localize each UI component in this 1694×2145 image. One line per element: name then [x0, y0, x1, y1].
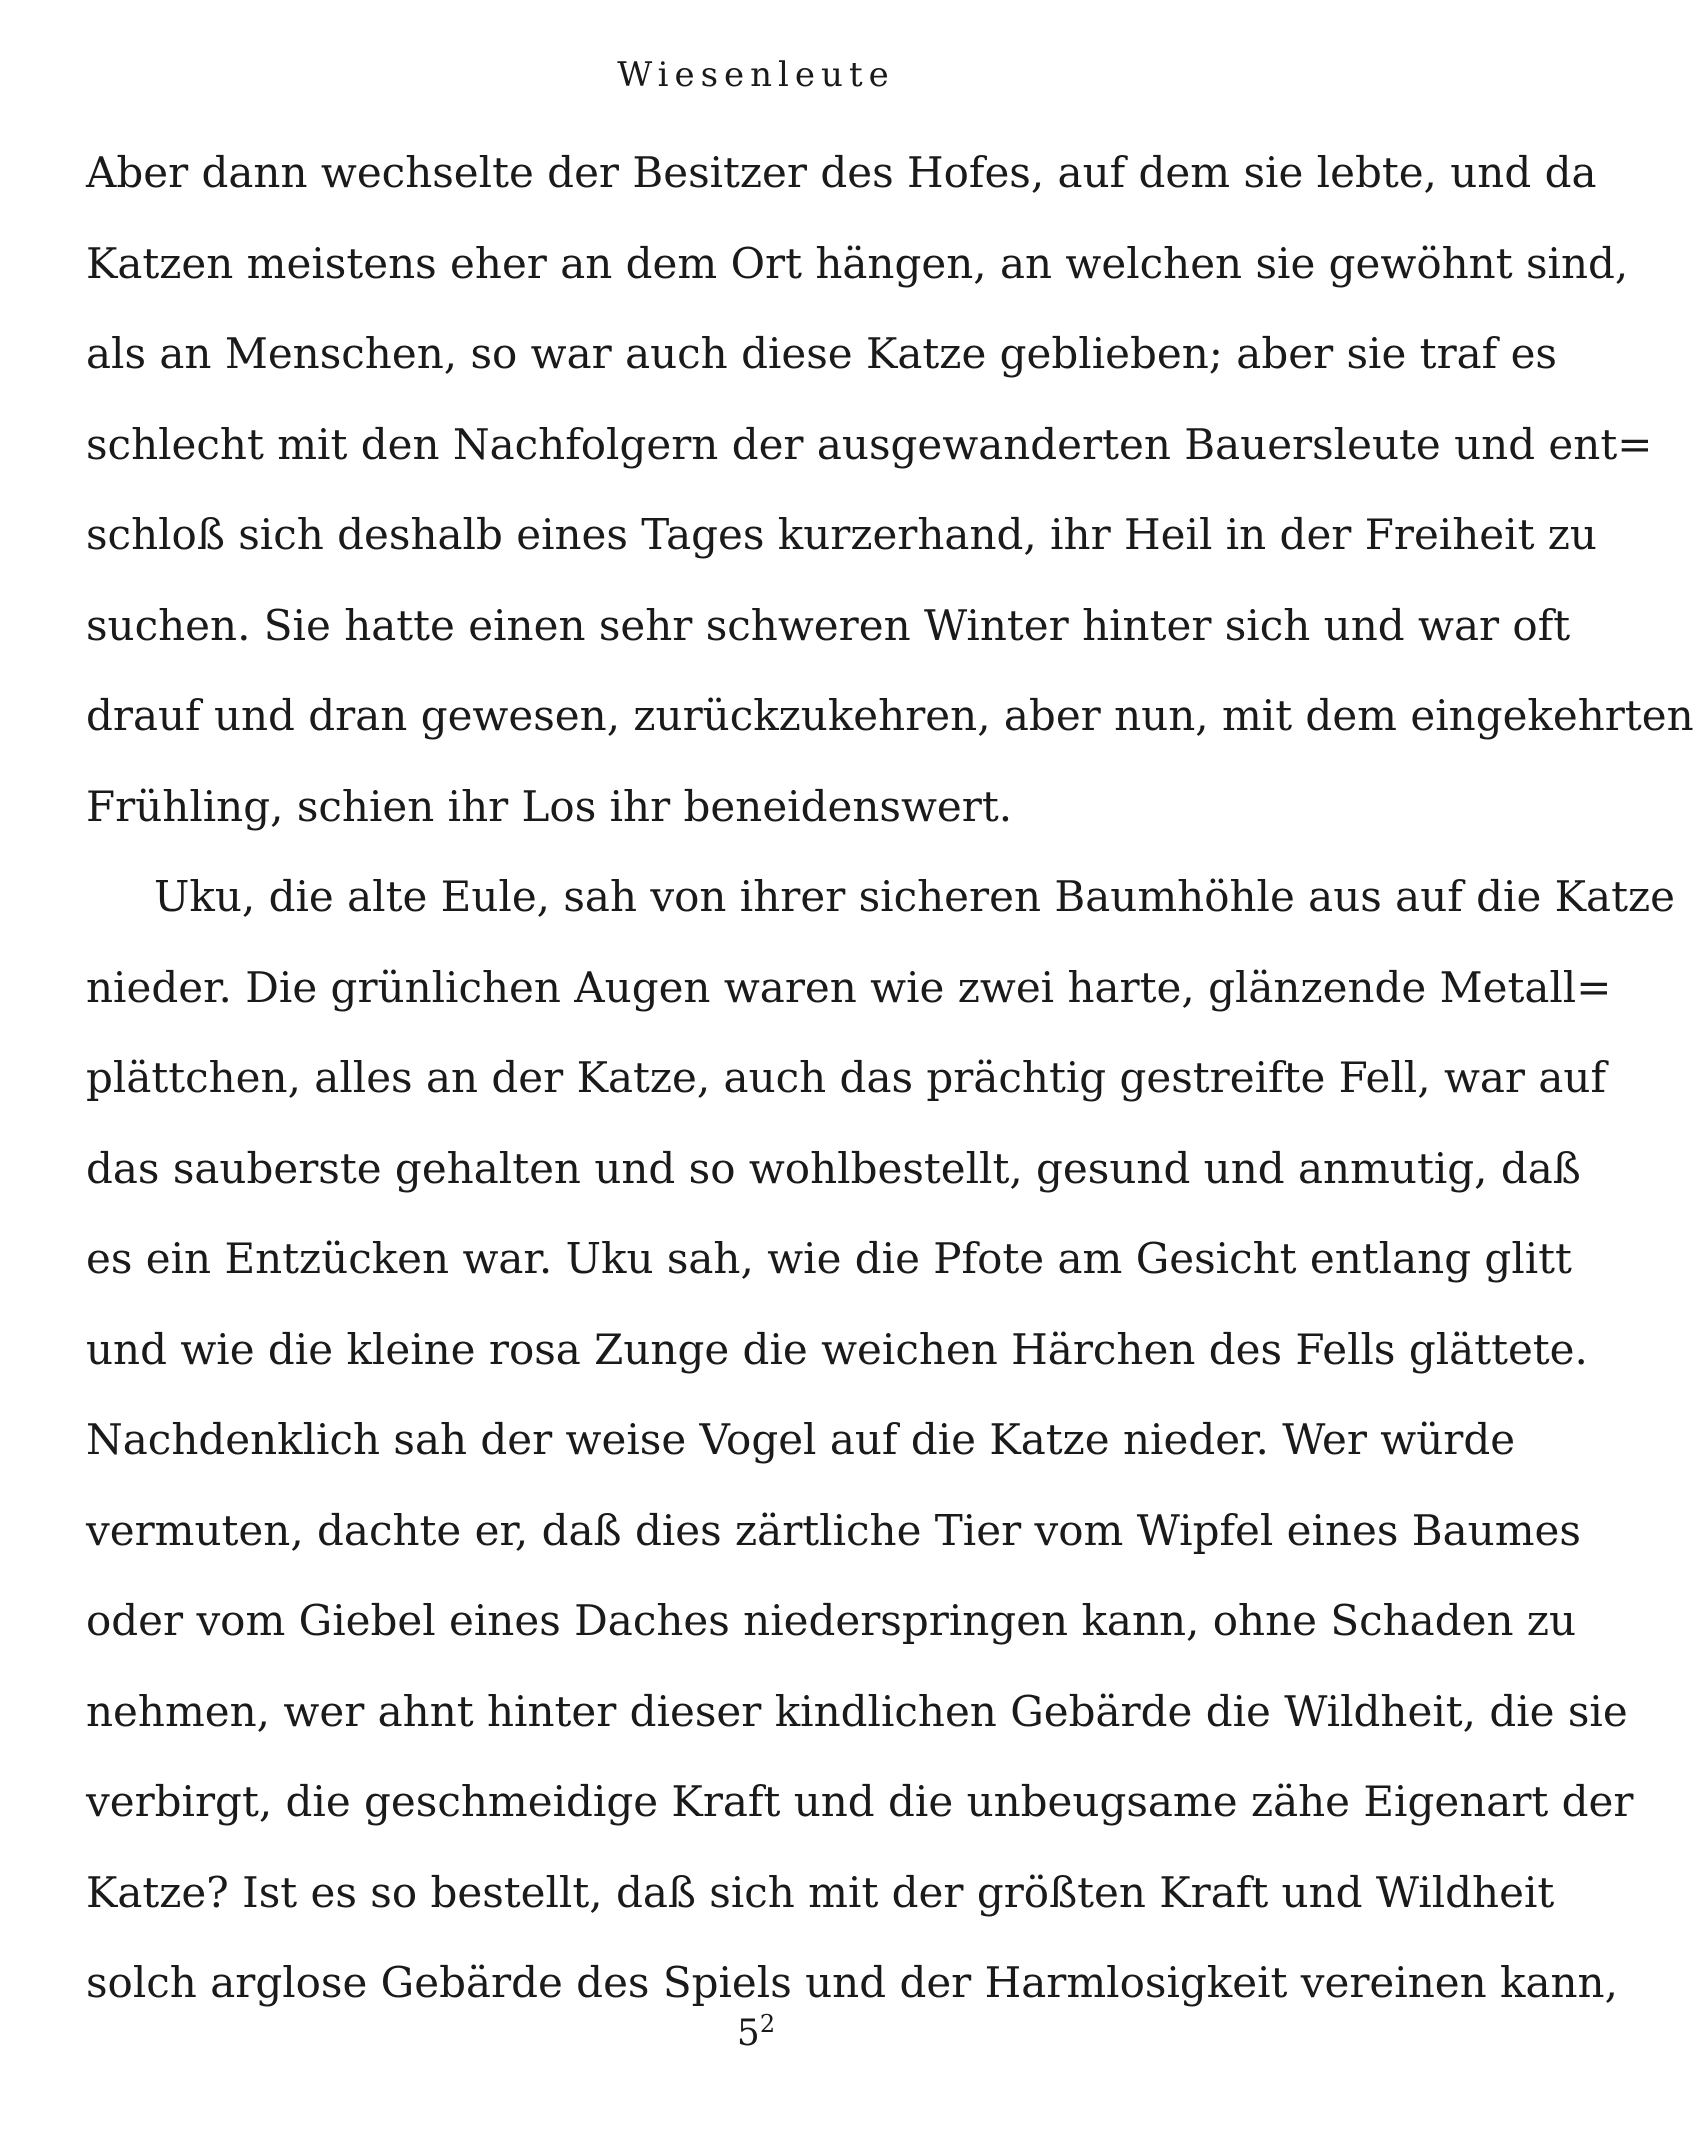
- text-line: als an Menschen, so war auch diese Katze geblieben; aber sie traf es: [86, 329, 1557, 378]
- text-line: Nachdenklich sah der weise Vogel auf die Katze nieder. Wer würde: [86, 1415, 1516, 1464]
- text-line: das sauberste gehalten und so wohlbestellt, gesund und anmutig, daß: [86, 1143, 1581, 1193]
- page-number-superscript: 2: [759, 2010, 776, 2038]
- paragraph-2: [86, 852, 1675, 2029]
- running-head: Wiesenleute: [617, 55, 895, 95]
- text-line: plättchen, alles an der Katze, auch das prächtig gestreifte Fell, war auf: [86, 1053, 1606, 1102]
- page-number-base: 5: [736, 2013, 760, 2054]
- text-line: verbirgt, die geschmeidige Kraft und die unbeugsame zähe Eigenart der: [86, 1777, 1634, 1826]
- text-line: oder vom Giebel eines Daches niederspringen kann, ohne Schaden zu: [86, 1596, 1577, 1645]
- body-text: [86, 128, 1694, 2029]
- text-line: schloß sich deshalb eines Tages kurzerhand, ihr Heil in der Freiheit zu: [86, 510, 1597, 559]
- text-line: nehmen, wer ahnt hinter dieser kindlichen Gebärde die Wildheit, die sie: [86, 1686, 1628, 1736]
- text-line: solch arglose Gebärde des Spiels und der Harmlosigkeit vereinen kann,: [86, 1958, 1618, 2007]
- paragraph-1: [86, 128, 1694, 852]
- page-number: [0, 2010, 1512, 2054]
- text-line: Katze? Ist es so bestellt, daß sich mit der größten Kraft und Wildheit: [86, 1867, 1555, 1917]
- text-line: Frühling, schien ihr Los ihr beneidenswert.: [86, 781, 1013, 831]
- text-line: Katzen meistens eher an dem Ort hängen, an welchen sie gewöhnt sind,: [86, 238, 1629, 288]
- text-line: es ein Entzücken war. Uku sah, wie die Pfote am Gesicht entlang glitt: [86, 1234, 1572, 1283]
- text-line: drauf und dran gewesen, zurückzukehren, aber nun, mit dem eingekehrten: [86, 691, 1694, 740]
- text-line: suchen. Sie hatte einen sehr schweren Winter hinter sich und war oft: [86, 600, 1571, 650]
- text-line: und wie die kleine rosa Zunge die weichen Härchen des Fells glättete.: [86, 1324, 1588, 1374]
- text-line: nieder. Die grünlichen Augen waren wie zwei harte, glänzende Metall=: [86, 962, 1612, 1012]
- text-line: Uku, die alte Eule, sah von ihrer sicheren Baumhöhle aus auf die Katze: [154, 872, 1675, 921]
- text-line: schlecht mit den Nachfolgern der ausgewanderten Bauersleute und ent=: [86, 419, 1653, 469]
- text-line: vermuten, dachte er, daß dies zärtliche Tier vom Wipfel eines Baumes: [86, 1505, 1581, 1555]
- text-line: Aber dann wechselte der Besitzer des Hofes, auf dem sie lebte, und da: [86, 148, 1597, 197]
